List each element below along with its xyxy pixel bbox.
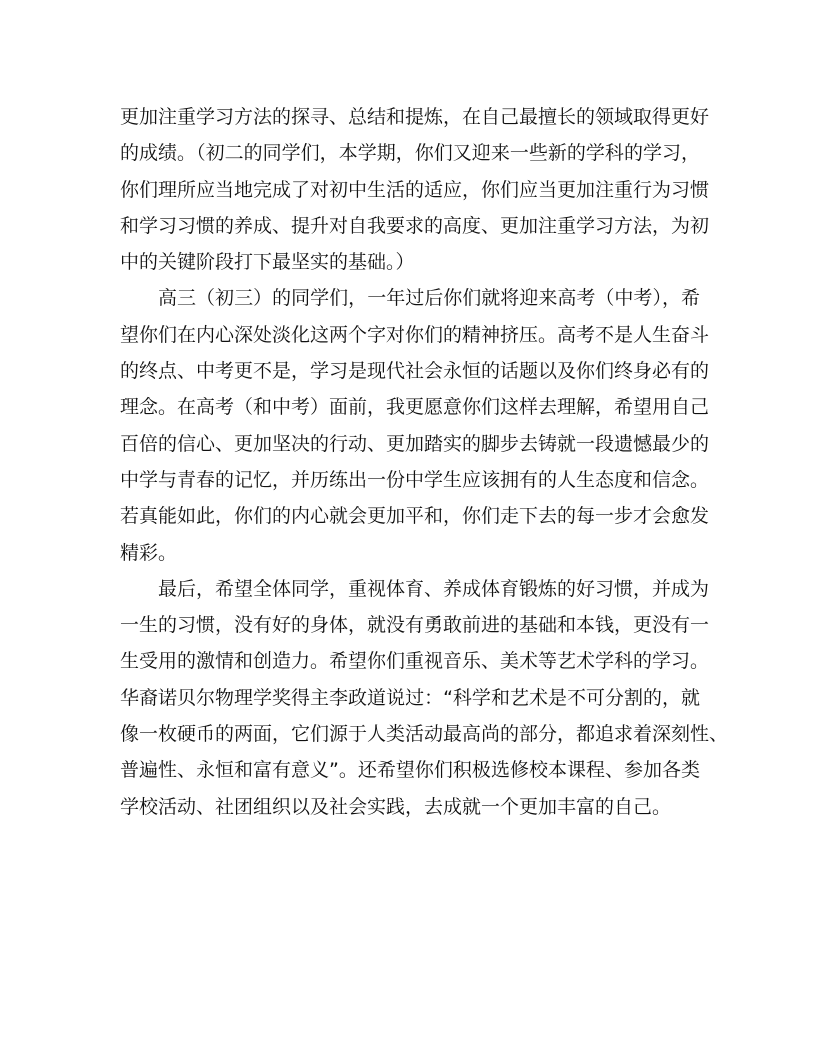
paragraph-line: 若真能如此，你们的内心就会更加平和，你们走下去的每一步才会愈发 xyxy=(120,505,710,528)
paragraph-line: 一生的习惯，没有好的身体，就没有勇敢前进的基础和本钱，更没有一 xyxy=(120,614,710,637)
paragraph-line: 更加注重学习方法的探寻、总结和提炼，在自己最擅长的领域取得更好 xyxy=(120,106,710,128)
paragraph-line: 你们理所应当地完成了对初中生活的适应，你们应当更加注重行为习惯 xyxy=(120,178,710,201)
paragraph-line: 理念。在高考（和中考）面前，我更愿意你们这样去理解，希望用自己 xyxy=(120,396,710,419)
paragraph-line: 华裔诺贝尔物理学奖得主李政道说过：“科学和艺术是不可分割的，就 xyxy=(120,686,700,709)
paragraph-line: 高三（初三）的同学们，一年过后你们就将迎来高考（中考），希 xyxy=(158,287,700,310)
paragraph-line: 精彩。 xyxy=(120,541,178,564)
paragraph-3 xyxy=(120,571,729,825)
paragraph-line: 最后，希望全体同学，重视体育、养成体育锻炼的好习惯，并成为 xyxy=(158,577,710,600)
paragraph-line: 学校活动、社团组织以及社会实践，去成就一个更加丰富的自己。 xyxy=(120,795,672,818)
paragraph-line: 像一枚硬币的两面，它们源于人类活动最高尚的部分，都追求着深刻性、 xyxy=(120,723,729,746)
paragraph-1 xyxy=(120,99,710,280)
body-text xyxy=(120,99,729,825)
paragraph-line: 中学与青春的记忆，并历练出一份中学生应该拥有的人生态度和信念。 xyxy=(120,468,710,491)
paragraph-line: 中的关键阶段打下最坚实的基础。） xyxy=(120,251,415,274)
paragraph-2 xyxy=(120,280,710,570)
paragraph-line: 百倍的信心、更加坚决的行动、更加踏实的脚步去铸就一段遗憾最少的 xyxy=(120,432,710,455)
paragraph-line: 生受用的激情和创造力。希望你们重视音乐、美术等艺术学科的学习。 xyxy=(120,650,710,673)
paragraph-line: 望你们在内心深处淡化这两个字对你们的精神挤压。高考不是人生奋斗 xyxy=(120,323,710,346)
paragraph-line: 普遍性、永恒和富有意义”。还希望你们积极选修校本课程、参加各类 xyxy=(120,759,700,782)
paragraph-line: 的成绩。（初二的同学们，本学期，你们又迎来一些新的学科的学习， xyxy=(120,142,700,165)
paragraph-line: 的终点、中考更不是，学习是现代社会永恒的话题以及你们终身必有的 xyxy=(120,360,710,383)
paragraph-line: 和学习习惯的养成、提升对自我要求的高度、更加注重学习方法，为初 xyxy=(120,214,710,237)
